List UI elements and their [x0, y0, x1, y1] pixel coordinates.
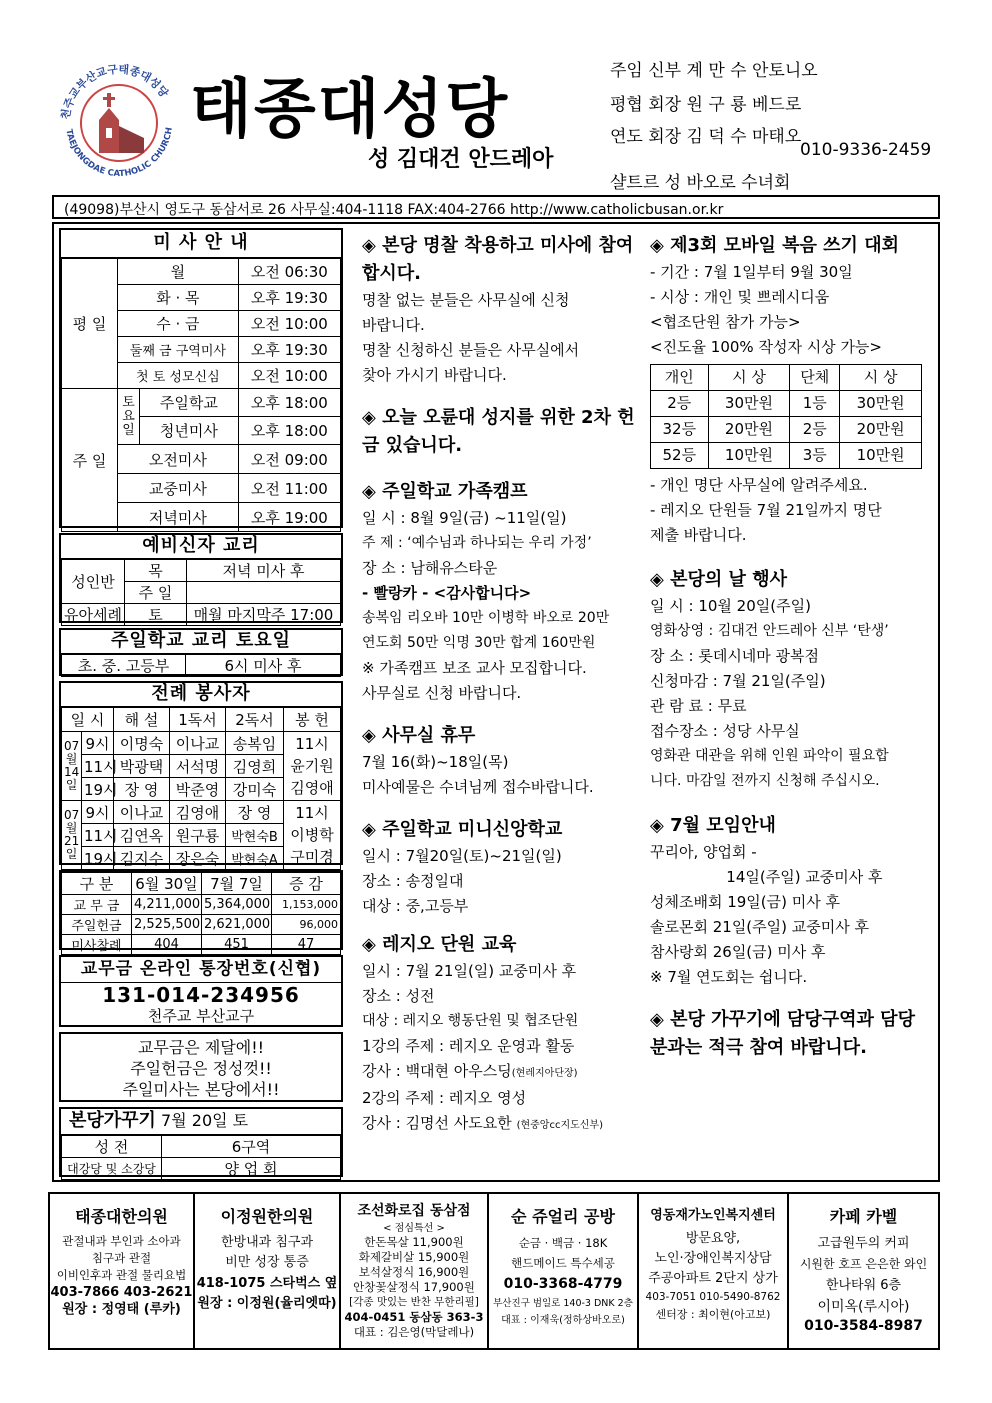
ad-line: 보석살정식 16,900원	[358, 1265, 470, 1279]
catechumen-title: 예비신자 교리	[61, 535, 341, 559]
notice-meetings-heading: ◈ 7월 모임안내	[650, 815, 776, 836]
prize-cell: 20만원	[708, 417, 790, 443]
slogan-line: 주일헌금은 정성껏!!	[130, 1059, 272, 1078]
notice-line: 장 소 : 롯데시네마 광복점	[650, 647, 820, 665]
commentator: 이나교	[114, 801, 170, 824]
reader-1: 서석명	[170, 755, 226, 778]
commentator: 장 영	[114, 778, 170, 801]
ad-name: 조선화로집 동삼점	[357, 1203, 471, 1219]
class-day: 주 일	[124, 582, 186, 604]
sunday-school-who: 초. 중. 고등부	[62, 655, 186, 677]
commentator: 김연옥	[114, 824, 170, 847]
mass-day: 오전미사	[118, 445, 239, 474]
pastor-line: 주임 신부 계 만 수 안토니오	[610, 61, 818, 81]
notice-line: 장소 : 송정일대	[362, 872, 464, 890]
notice-line: 강사 : 김명선 사도요한	[362, 1114, 512, 1132]
ad-line: 관절내과 부인과 소아과	[62, 1234, 181, 1248]
liturgy-time: 11시	[82, 755, 114, 778]
notice-line: 신청마감 : 7월 21일(주일)	[650, 672, 826, 690]
prize-cell: 1등	[790, 391, 840, 417]
notice-line: 일 시 : 10월 20일(주일)	[650, 597, 811, 615]
ad-owner: 원장 : 이정원(율리엣따)	[197, 1296, 337, 1311]
mass-time: 오후 19:30	[238, 337, 340, 363]
ad-line: 고급원두의 커피	[817, 1236, 910, 1251]
mass-time: 오후 19:00	[238, 503, 340, 532]
notice-line: 니다. 마감일 전까지 신청해 주십시오.	[650, 773, 880, 789]
mass-day: 청년미사	[140, 417, 239, 445]
ad-line: 안창꽃살정식 17,900원	[353, 1280, 475, 1294]
mass-time: 오전 11:00	[238, 474, 340, 503]
yeondo-president: 연도 회장 김 덕 수 마태오	[610, 127, 802, 147]
notice-line: 꾸리아, 양업회 -	[650, 843, 757, 861]
reader-2: 장 영	[226, 801, 284, 824]
ad-phone: 403-7866 403-2621	[50, 1285, 193, 1300]
notice-line: 솔로몬회 21일(주일) 교중미사 후	[650, 918, 869, 936]
mass-time: 오전 10:00	[238, 363, 340, 389]
finance-header: 7월 7일	[202, 873, 272, 895]
commentator: 박광택	[114, 755, 170, 778]
ad-clinic-2	[195, 1194, 341, 1348]
mass-time: 오전 06:30	[238, 259, 340, 285]
notice-line: 일시 : 7월20일(토)~21일(일)	[362, 847, 562, 865]
prize-cell: 2등	[790, 417, 840, 443]
ad-jewelry	[489, 1194, 639, 1348]
class-time: 저녁 미사 후	[186, 560, 340, 582]
mass-day: 월	[118, 259, 239, 285]
logo-ring-text-en: TAEJONGDAE CATHOLIC CHURCH	[63, 126, 175, 180]
prize-cell: 10만원	[840, 443, 922, 469]
notice-camp-heading: ◈ 주일학교 가족캠프	[362, 481, 528, 502]
offertory-time: 11시	[295, 735, 329, 753]
ad-line: < 점심특선 >	[383, 1223, 445, 1234]
reader-1: 원구룡	[170, 824, 226, 847]
decor-team: 양 업 회	[162, 1158, 341, 1180]
notice-line: 일시 : 7월 21일(일) 교중미사 후	[362, 962, 577, 980]
finance-change: 1,153,000	[272, 895, 341, 915]
notice-line: - 빨랑카 - <감사합니다>	[362, 584, 532, 602]
notice-line: 찾아 가시기 바랍니다.	[362, 366, 507, 384]
council-president: 평협 회장 원 구 룡 베드로	[610, 95, 802, 115]
mass-day: 교중미사	[118, 474, 239, 503]
ad-line: 주공아파트 2단지 상가	[648, 1271, 778, 1286]
notice-line: 장소 : 성전	[362, 987, 435, 1005]
mass-time: 오전 09:00	[238, 445, 340, 474]
prize-cell: 20만원	[840, 417, 922, 443]
prize-cell: 10만원	[708, 443, 790, 469]
prize-header: 개인	[651, 365, 709, 391]
account-box	[59, 955, 343, 1027]
ad-cafe	[789, 1194, 938, 1348]
notice-minischool-heading: ◈ 주일학교 미니신앙학교	[362, 819, 563, 840]
prize-cell: 2등	[651, 391, 709, 417]
reader-1: 박준영	[170, 778, 226, 801]
notice-nametag-heading: ◈ 본당 명찰 착용하고 미사에 참여합시다.	[362, 235, 634, 284]
notice-line: <협조단원 참가 가능>	[650, 313, 801, 331]
infant-label: 유아세례	[62, 604, 125, 626]
finance-box	[59, 870, 343, 954]
ad-welfare-center	[639, 1194, 789, 1348]
notice-line: 제출 바랍니다.	[650, 526, 747, 544]
liturgy-header: 일 시	[62, 708, 114, 732]
notice-line: 2강의 주제 : 레지오 영성	[362, 1089, 527, 1107]
notice-line: 14일(주일) 교중미사 후	[650, 868, 883, 886]
ad-line: 화제갈비살 15,900원	[358, 1250, 470, 1264]
reader-2: 송복임	[226, 732, 284, 755]
decor-place: 성 전	[62, 1136, 162, 1158]
ad-name: 순 쥬얼리 공방	[511, 1207, 615, 1226]
notice-line: 일 시 : 8월 9일(금) ~11일(일)	[362, 509, 567, 527]
account-title: 교무금 온라인 통장번호(신협)	[61, 957, 341, 983]
finance-header: 구 분	[62, 873, 132, 895]
ad-line: 핸드메이드 특수세공	[511, 1256, 615, 1270]
notice-collection-heading: ◈ 오늘 오륜대 성지를 위한 2차 헌금 있습니다.	[362, 407, 635, 456]
ad-line: 시원한 호프 은은한 와인	[799, 1257, 928, 1271]
ad-name: 영동재가노인복지센터	[650, 1208, 776, 1223]
notice-line: 관 람 료 : 무료	[650, 697, 747, 715]
liturgy-time: 9시	[82, 732, 114, 755]
slogan-box	[59, 1032, 343, 1102]
ad-line: 한나타워 6층	[825, 1278, 902, 1293]
finance-label: 교 무 금	[62, 895, 132, 915]
ad-line: 방문요양,	[685, 1231, 741, 1246]
mass-day: 둘째 금 구역미사	[118, 337, 239, 363]
slogan-line: 교무금은 제달에!!	[137, 1038, 265, 1057]
commentator: 김지수	[114, 847, 170, 870]
notice-line: 대상 : 레지오 행동단원 및 협조단원	[362, 1013, 579, 1029]
ad-owner: 대표 : 이재욱(정하상바오로)	[501, 1315, 625, 1326]
reader-2: 강미숙	[226, 778, 284, 801]
ad-phone: 010-3584-8987	[804, 1318, 923, 1334]
offertory-time: 11시	[295, 804, 329, 822]
notice-legio-heading: ◈ 레지오 단원 교육	[362, 934, 517, 955]
mass-day: 화 · 목	[118, 285, 239, 311]
notice-line: - 시상 : 개인 및 쁘레시디움	[650, 288, 830, 306]
ad-line: 침구과 관절	[91, 1251, 152, 1265]
prize-cell: 30만원	[840, 391, 922, 417]
notice-line: 대상 : 중,고등부	[362, 897, 469, 915]
ad-phone: 418-1075 스타벅스 옆	[196, 1276, 338, 1291]
notice-gospel-heading: ◈ 제3회 모바일 복음 쓰기 대회	[650, 235, 899, 256]
finance-header: 증 감	[272, 873, 341, 895]
reader-2: 박현숙A	[226, 847, 284, 870]
prize-cell: 3등	[790, 443, 840, 469]
mass-day: 주일학교	[140, 389, 239, 417]
notice-line: 7월 16(화)~18일(목)	[362, 753, 509, 771]
ad-phone: 404-0451 동삼동 363-3	[344, 1310, 484, 1324]
notice-line: 참사랑회 26일(금) 미사 후	[650, 943, 826, 961]
finance-value: 5,364,000	[202, 895, 272, 915]
liturgy-time: 19시	[82, 778, 114, 801]
church-logo	[54, 58, 184, 188]
decor-place: 대강당 및 소강당	[62, 1158, 162, 1180]
right-column	[650, 232, 932, 1062]
notice-line: - 기간 : 7월 1일부터 9월 30일	[650, 263, 853, 281]
class-day: 목	[124, 560, 186, 582]
reader-2: 김영희	[226, 755, 284, 778]
class-time: 매월 마지막주 17:00	[186, 604, 340, 626]
notice-line: 연도회 50만 익명 30만 합계 160만원	[362, 635, 596, 651]
mass-day: 저녁미사	[118, 503, 239, 532]
page-title: 태종대성당	[190, 73, 510, 147]
patron-saint: 성 김대건 안드레아	[368, 147, 554, 172]
ad-restaurant	[341, 1194, 489, 1348]
notice-line: - 개인 명단 사무실에 알려주세요.	[650, 476, 868, 494]
liturgy-time: 11시	[82, 824, 114, 847]
ad-line: 한방내과 침구과	[220, 1235, 314, 1250]
ad-owner: 대표 : 김은영(막달레나)	[353, 1325, 475, 1339]
finance-change: 96,000	[272, 915, 341, 935]
notice-line: 미사예물은 수녀님께 접수바랍니다.	[362, 778, 594, 796]
contact-phone: 010-9336-2459	[800, 140, 932, 160]
notice-line: 접수장소 : 성당 사무실	[650, 722, 800, 740]
sisters-order: 샬트르 성 바오로 수녀회	[610, 173, 791, 193]
prize-header: 시 상	[708, 365, 790, 391]
ad-owner: 원장 : 정영태 (루카)	[62, 1302, 181, 1317]
mass-schedule	[59, 228, 343, 528]
liturgy-header: 2독서	[226, 708, 284, 732]
ad-name: 태종대한의원	[75, 1207, 168, 1226]
notice-decor-heading: ◈ 본당 가꾸기에 담당구역과 담당분과는 적극 참여 바랍니다.	[650, 1009, 915, 1058]
liturgy-title: 전례 봉사자	[61, 683, 341, 707]
ad-line: [각종 맛있는 반찬 무한리필]	[349, 1296, 479, 1308]
sunday-school-box	[59, 628, 343, 676]
notice-line: 사무실로 신청 바랍니다.	[362, 684, 522, 702]
decor-box	[59, 1107, 343, 1177]
ad-owner: 센터장 : 최이현(아고보)	[655, 1308, 771, 1321]
notice-line: ※ 7월 연도회는 쉽니다.	[650, 968, 808, 986]
notice-line: 명찰 신청하신 분들은 사무실에서	[362, 341, 580, 359]
address-bar: (49098)부산시 영도구 동삼서로 26 사무실:404-1118 FAX:404-2766 http://www.catholicbusan.or.kr	[52, 195, 940, 219]
finance-change: 47	[272, 935, 341, 955]
reader-2: 박현숙B	[226, 824, 284, 847]
prize-cell: 52등	[651, 443, 709, 469]
liturgy-box	[59, 681, 343, 868]
offertory: 이병학	[290, 826, 334, 844]
notice-line: ※ 가족캠프 보조 교사 모집합니다.	[362, 659, 587, 677]
notice-parish-day-heading: ◈ 본당의 날 행사	[650, 569, 787, 590]
decor-team: 6구역	[162, 1136, 341, 1158]
prize-cell: 30만원	[708, 391, 790, 417]
ad-clinic-1	[50, 1194, 195, 1348]
class-day: 토	[124, 604, 186, 626]
ad-line: 순금 · 백금 · 18K	[518, 1236, 608, 1250]
mass-schedule-title: 미 사 안 내	[61, 230, 341, 258]
notice-line: 바랍니다.	[362, 316, 425, 334]
account-number: 131-014-234956	[102, 983, 300, 1007]
notice-line: 영화관 대관을 위해 인원 파악이 필요합	[650, 748, 889, 764]
notice-line: 주 제 : ‘예수님과 하나되는 우리 가정’	[362, 535, 592, 551]
notice-line: 강사 : 백대현 아우스딩	[362, 1062, 512, 1080]
notice-line: 장 소 : 남해유스타운	[362, 559, 498, 577]
liturgy-header: 해 설	[114, 708, 170, 732]
liturgy-header: 1독서	[170, 708, 226, 732]
finance-label: 미사참례	[62, 935, 132, 955]
middle-column	[362, 232, 644, 1138]
commentator: 이명숙	[114, 732, 170, 755]
notice-note: (현중앙cc지도신부)	[516, 1120, 603, 1131]
ad-line: 노인·장애인복지상담	[654, 1251, 772, 1266]
notice-line: 영화상영 : 김대건 안드레아 신부 ‘탄생’	[650, 623, 889, 639]
notice-line: - 레지오 단원들 7월 21일까지 명단	[650, 501, 882, 519]
offertory: 구미경	[290, 848, 334, 866]
mass-time: 오후 18:00	[238, 417, 340, 445]
offertory: 김영애	[290, 779, 334, 797]
ad-phone: 403-7051 010-5490-8762	[645, 1291, 781, 1303]
notice-line: 송복임 리오바 10만 이병학 바오로 20만	[362, 610, 610, 626]
finance-value: 451	[202, 935, 272, 955]
prize-header: 시 상	[840, 365, 922, 391]
liturgy-date: 07월14일	[62, 732, 82, 801]
ad-line: 부산진구 범일로 140-3 DNK 2층	[493, 1298, 633, 1309]
reader-1: 장은숙	[170, 847, 226, 870]
sunday-school-title: 주일학교 교리 토요일	[61, 630, 341, 654]
offertory: 윤기원	[290, 757, 334, 775]
prize-header: 단체	[790, 365, 840, 391]
saturday-label: 토요일	[118, 389, 140, 445]
liturgy-time: 9시	[82, 801, 114, 824]
notice-office-heading: ◈ 사무실 휴무	[362, 725, 476, 746]
reader-1: 김영애	[170, 801, 226, 824]
prize-cell: 32등	[651, 417, 709, 443]
liturgy-date: 07월21일	[62, 801, 82, 870]
decor-date: 7월 20일 토	[161, 1111, 249, 1130]
mass-time: 오후 18:00	[238, 389, 340, 417]
mass-time: 오후 19:30	[238, 285, 340, 311]
sunday-school-when: 6시 미사 후	[186, 655, 341, 677]
account-owner: 천주교 부산교구	[147, 1007, 255, 1025]
weekday-label: 평 일	[62, 259, 118, 389]
decor-title: 본당가꾸기	[69, 1110, 156, 1131]
slogan-line: 주일미사는 본당에서!!	[122, 1080, 280, 1099]
notice-line: <진도율 100% 작성자 시상 가능>	[650, 338, 882, 356]
mass-time: 오전 10:00	[238, 311, 340, 337]
finance-label: 주일헌금	[62, 915, 132, 935]
ad-line: 비만 성장 통증	[225, 1255, 309, 1270]
sunday-label: 주 일	[62, 389, 118, 532]
notice-note: (현레지아단장)	[511, 1068, 578, 1079]
catechumen-box	[59, 533, 343, 623]
advertisement-strip	[48, 1192, 940, 1350]
mass-day: 첫 토 성모신심	[118, 363, 239, 389]
logo-ring-text: 천주교부산교구태종대성당	[58, 62, 171, 121]
ad-name: 이정원한의원	[220, 1207, 314, 1226]
reader-1: 이나교	[170, 732, 226, 755]
adult-label: 성인반	[62, 560, 125, 604]
ad-line: 한돈목살 11,900원	[364, 1235, 464, 1249]
finance-value: 2,525,500	[132, 915, 202, 935]
finance-value: 2,621,000	[202, 915, 272, 935]
finance-value: 4,211,000	[132, 895, 202, 915]
prize-table	[650, 364, 922, 469]
ad-name: 카페 카벨	[829, 1207, 898, 1226]
ad-line: 이비인후과 관절 물리요법	[56, 1268, 187, 1282]
notice-line: 1강의 주제 : 레지오 운영과 활동	[362, 1037, 575, 1055]
liturgy-time: 19시	[82, 847, 114, 870]
notice-line: 명찰 없는 분들은 사무실에 신청	[362, 291, 570, 309]
notice-line: 성체조배회 19일(금) 미사 후	[650, 893, 840, 911]
mass-day: 수 · 금	[118, 311, 239, 337]
ad-phone: 010-3368-4779	[503, 1276, 623, 1292]
finance-value: 404	[132, 935, 202, 955]
finance-header: 6월 30일	[132, 873, 202, 895]
liturgy-header: 봉 헌	[284, 708, 341, 732]
ad-owner: 이미옥(루시아)	[817, 1299, 910, 1315]
